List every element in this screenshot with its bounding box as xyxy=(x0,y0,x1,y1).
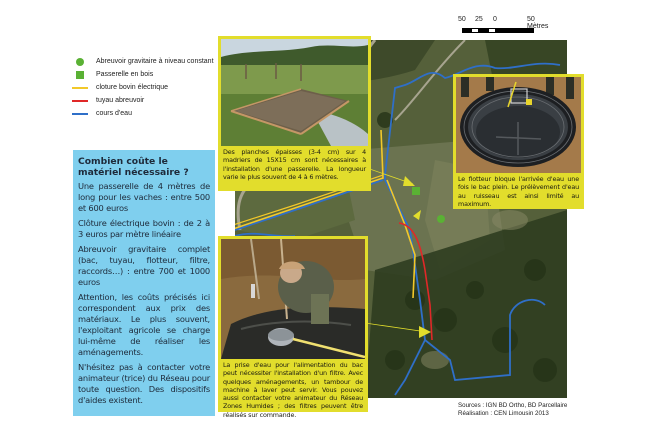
info-paragraph: Clôture électrique bovin : de 2 à 3 euros par mètre linéaire xyxy=(78,218,210,239)
photo-filtre xyxy=(221,239,365,359)
scale-bar xyxy=(458,16,558,33)
photo-card-flotteur xyxy=(453,74,584,209)
photo-card-filtre xyxy=(218,236,368,419)
blue-line-icon xyxy=(72,109,88,119)
info-paragraph: N'hésitez pas à contacter votre animateur (trice) du Réseau pour toute question. Des dispositifs d'aides existent. xyxy=(78,362,210,405)
scale-label: 50 Mètres xyxy=(527,16,549,30)
info-paragraph: Abreuvoir gravitaire complet (bac, tuyau, flotteur, filtre, raccords…) : entre 700 et 1000 euros xyxy=(78,244,210,287)
photo-flotteur xyxy=(456,77,581,173)
scale-graphic xyxy=(462,28,534,33)
legend-item-tuyau xyxy=(72,94,222,107)
legend-item-cours-eau xyxy=(72,107,222,120)
passerelle-marker xyxy=(412,187,420,195)
map-legend xyxy=(72,55,222,120)
legend-item-cloture xyxy=(72,81,222,94)
legend-label: cours d'eau xyxy=(96,110,132,117)
legend-label: cloture bovin électrique xyxy=(96,84,168,91)
caption-filtre: La prise d'eau pour l'alimentation du bac peut nécessiter l'installation d'un filtre. Avec quelques aménagements, un tambour de machine à laver peut servir. Vous pouvez aussi contacter votre animateur du Réseau Zones Humides ; des filtres peuvent être réalisés sur commande. xyxy=(223,361,363,419)
legend-label: tuyau abreuvoir xyxy=(96,97,145,104)
yellow-line-icon xyxy=(72,83,88,93)
legend-item-passerelle xyxy=(72,68,222,81)
green-square-icon xyxy=(72,70,88,80)
sources-line: Sources : IGN BD Ortho, BD Parcellaire xyxy=(458,402,568,409)
scale-label: 50 xyxy=(458,16,466,23)
map-sources xyxy=(458,402,567,418)
scale-label: 25 xyxy=(475,16,483,23)
legend-item-abreuvoir xyxy=(72,55,222,68)
green-dot-icon xyxy=(72,57,88,67)
legend-label: Abreuvoir gravitaire à niveau constant xyxy=(96,58,214,65)
info-paragraph: Attention, les coûts précisés ici correspondent aux prix des matériaux. Le plus souvent, l'exploitant agricole se charge lui-même de réaliser les aménagements. xyxy=(78,292,210,357)
photo-passerelle xyxy=(221,39,368,146)
abreuvoir-marker xyxy=(437,215,445,223)
info-paragraph: Une passerelle de 4 mètres de long pour les vaches : entre 500 et 600 euros xyxy=(78,181,210,213)
cost-info-box xyxy=(73,150,215,416)
scale-label: 0 xyxy=(493,16,497,23)
info-title: Combien coûte le matériel nécessaire ? xyxy=(78,156,189,178)
caption-flotteur: Le flotteur bloque l'arrivée d'eau une fois le bac plein. Le prélèvement d'eau au ruisseau est ainsi limité au maximum. xyxy=(458,175,579,208)
red-line-icon xyxy=(72,96,88,106)
credit-line: Réalisation : CEN Limousin 2013 xyxy=(458,410,549,417)
legend-label: Passerelle en bois xyxy=(96,71,154,78)
caption-passerelle: Des planches épaisses (3-4 cm) sur 4 madriers de 15X15 cm sont nécessaires à l'installation d'une passerelle. La longueur varie le plus souvent de 4 à 6 mètres. xyxy=(223,148,366,181)
photo-card-passerelle xyxy=(218,36,371,191)
